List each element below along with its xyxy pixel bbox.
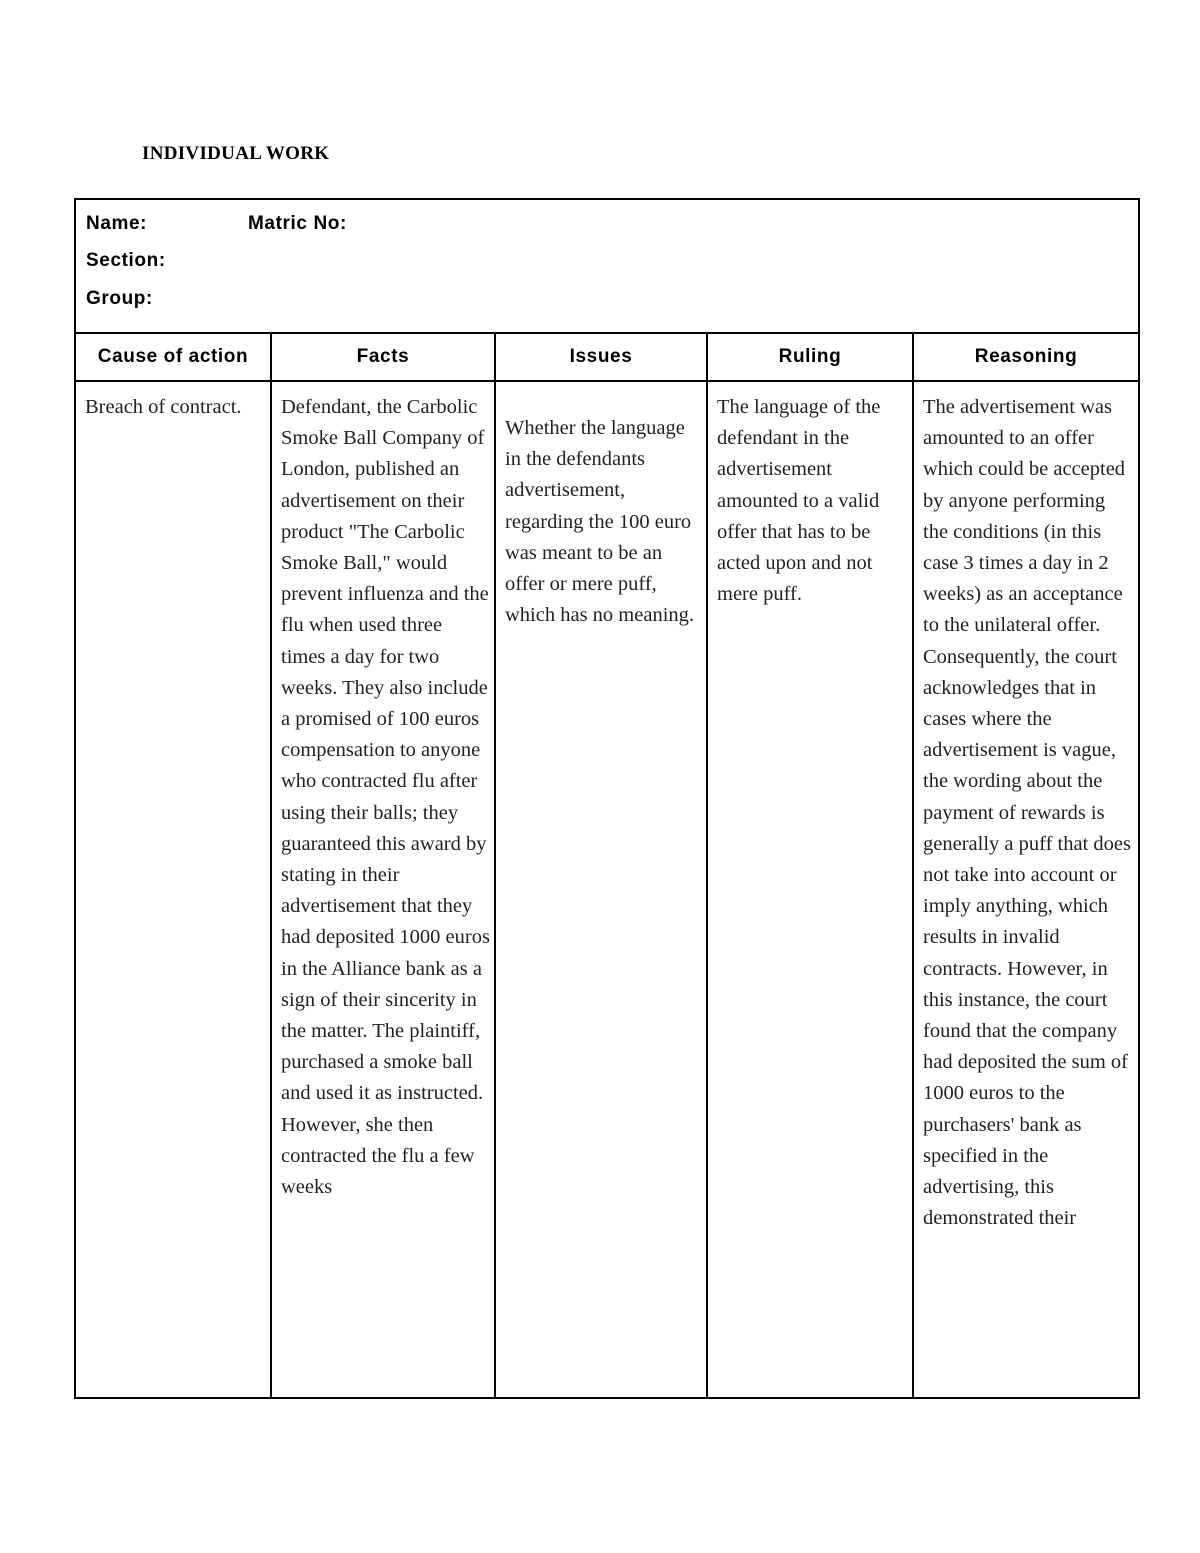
name-label: Name: bbox=[86, 213, 148, 234]
header-row bbox=[75, 333, 1139, 381]
header-facts: Facts bbox=[271, 333, 495, 381]
table-row bbox=[75, 381, 1139, 1398]
ruling-cell bbox=[707, 381, 913, 1398]
case-brief-table bbox=[74, 198, 1140, 1399]
header-ruling: Ruling bbox=[707, 333, 913, 381]
header-cause-of-action: Cause of action bbox=[75, 333, 271, 381]
header-reasoning: Reasoning bbox=[913, 333, 1139, 381]
issues-cell bbox=[495, 381, 707, 1398]
student-info-cell bbox=[75, 199, 1139, 333]
cause-text: Breach of contract. bbox=[85, 396, 242, 418]
facts-text: Defendant, the Carbolic Smoke Ball Company of London, published an advertisement on their product "The Carbolic Smoke Ball," would prevent influenza and the flu when used three times a day for two weeks. They also include a promised of 100 euros compensation to anyone who contracted flu after using their balls; they guaranteed this award by stating in their advertisement that they had deposited 1000 euros in the Alliance bank as a sign of their sincerity in the matter. The plaintiff, purchased a smoke ball and used it as instructed. However, she then contracted the flu a few weeks bbox=[281, 396, 490, 1199]
student-info-row bbox=[75, 199, 1139, 333]
group-label: Group: bbox=[86, 288, 153, 309]
issues-text: Whether the language in the defendants advertisement, regarding the 100 euro was meant to be an offer or mere puff, which has no meaning. bbox=[505, 417, 695, 627]
matric-no-label: Matric No: bbox=[248, 213, 347, 234]
section-label: Section: bbox=[86, 250, 166, 271]
cause-cell bbox=[75, 381, 271, 1398]
reasoning-cell bbox=[913, 381, 1139, 1398]
header-issues: Issues bbox=[495, 333, 707, 381]
ruling-text: The language of the defendant in the advertisement amounted to a valid offer that has to be acted upon and not mere puff. bbox=[717, 396, 881, 606]
facts-cell bbox=[271, 381, 495, 1398]
reasoning-text: The advertisement was amounted to an offer which could be accepted by anyone performing the conditions (in this case 3 times a day in 2 weeks) as an acceptance to the unilateral offer. Consequently, the court acknowledges that in cases where the advertisement is vague, the wording about the payment of rewards is generally a puff that does not take into account or imply anything, which results in invalid contracts. However, in this instance, the court found that the company had deposited the sum of 1000 euros to the purchasers' bank as specified in the advertising, this demonstrated their bbox=[923, 396, 1131, 1230]
document-title: INDIVIDUAL WORK bbox=[142, 143, 330, 164]
